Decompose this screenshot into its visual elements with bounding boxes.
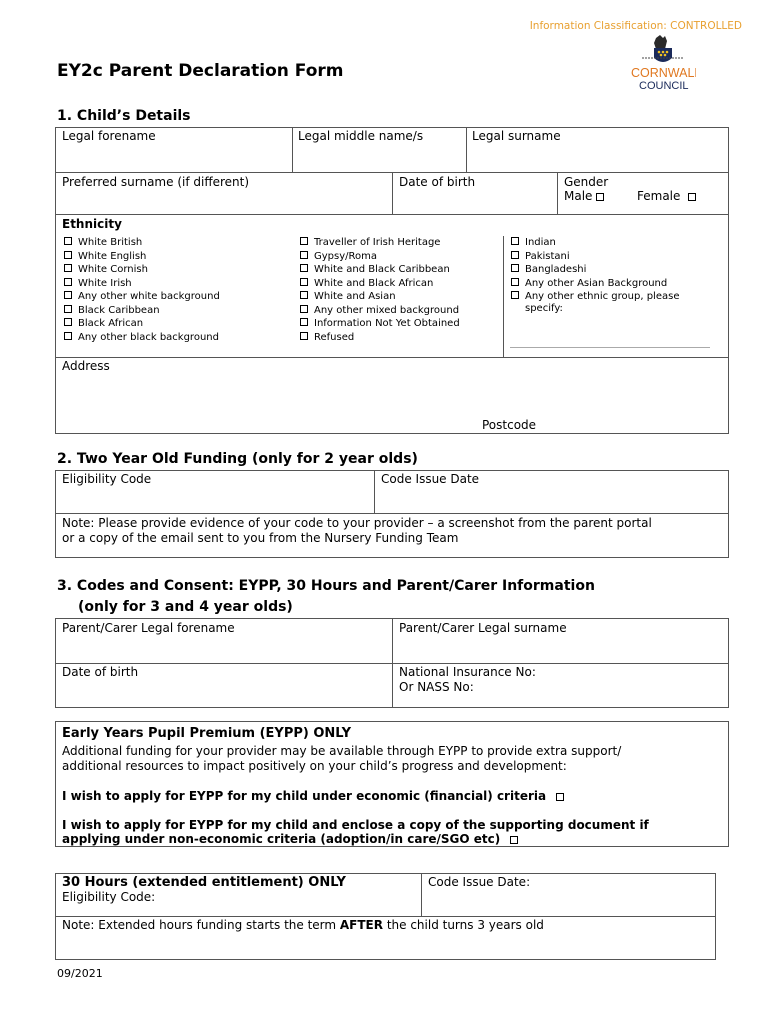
council-logo	[630, 34, 696, 92]
ethnicity-checkbox[interactable]	[300, 318, 308, 326]
postcode-field[interactable]: Postcode	[482, 418, 537, 432]
parent-forename-field[interactable]: Parent/Carer Legal forename	[62, 621, 235, 635]
parent-surname-field[interactable]: Parent/Carer Legal surname	[399, 621, 567, 635]
eypp-text-line1: Additional funding for your provider may be available through EYPP to provide extra support/	[62, 744, 622, 758]
eligibility-code-field[interactable]: Eligibility Code	[62, 472, 152, 486]
ethnicity-option[interactable]: White British	[64, 236, 220, 250]
thirty-hours-note: Note: Extended hours funding starts the term AFTER the child turns 3 years old	[62, 918, 544, 932]
ethnicity-specify-line[interactable]	[510, 347, 710, 348]
ethnicity-checkbox[interactable]	[64, 318, 72, 326]
ethnicity-checkbox[interactable]	[300, 332, 308, 340]
eypp-text-line2: additional resources to impact positively on your child’s progress and development:	[62, 759, 567, 773]
ethnicity-checkbox[interactable]	[64, 251, 72, 259]
ethnicity-checkbox[interactable]	[300, 305, 308, 313]
ethnicity-checkbox[interactable]	[511, 237, 519, 245]
ethnicity-column-3	[511, 236, 679, 304]
legal-surname-field[interactable]: Legal surname	[472, 129, 561, 143]
ethnicity-checkbox[interactable]	[64, 305, 72, 313]
ethnicity-heading: Ethnicity	[62, 217, 122, 231]
ethnicity-option[interactable]: Any other white background	[64, 290, 220, 304]
nass-number-field[interactable]: Or NASS No:	[399, 680, 474, 694]
ethnicity-checkbox[interactable]	[511, 291, 519, 299]
ethnicity-option[interactable]: White English	[64, 250, 220, 264]
ethnicity-option[interactable]: Traveller of Irish Heritage	[300, 236, 460, 250]
logo-council-text: COUNCIL	[639, 80, 689, 92]
section2-heading: 2. Two Year Old Funding (only for 2 year olds)	[57, 451, 418, 467]
ethnicity-checkbox[interactable]	[511, 278, 519, 286]
logo-cornwall-text: CORNWALL	[631, 66, 696, 80]
ethnicity-option[interactable]: White and Black African	[300, 277, 460, 291]
eypp-non-economic-option[interactable]: applying under non-economic criteria (adoption/in care/SGO etc)	[62, 832, 518, 846]
ethnicity-option[interactable]: Black Caribbean	[64, 304, 220, 318]
ethnicity-specify-label: specify:	[525, 303, 563, 314]
eypp-heading: Early Years Pupil Premium (EYPP) ONLY	[62, 726, 351, 741]
ethnicity-column-2	[300, 236, 460, 344]
ethnicity-checkbox[interactable]	[511, 264, 519, 272]
ethnicity-option[interactable]: White Irish	[64, 277, 220, 291]
ethnicity-checkbox[interactable]	[64, 332, 72, 340]
eypp-non-economic-checkbox[interactable]	[510, 836, 518, 844]
gender-label: Gender	[564, 175, 609, 189]
address-field[interactable]: Address	[62, 359, 110, 373]
national-insurance-field[interactable]: National Insurance No:	[399, 665, 536, 679]
male-checkbox[interactable]	[596, 193, 604, 201]
section3-heading-line2: (only for 3 and 4 year olds)	[78, 599, 293, 615]
ethnicity-checkbox[interactable]	[64, 237, 72, 245]
ethnicity-checkbox[interactable]	[300, 278, 308, 286]
child-date-of-birth-field[interactable]: Date of birth	[399, 175, 476, 189]
ethnicity-option[interactable]: Bangladeshi	[511, 263, 679, 277]
ethnicity-option[interactable]: Indian	[511, 236, 679, 250]
ethnicity-checkbox[interactable]	[511, 251, 519, 259]
ethnicity-column-1	[64, 236, 220, 344]
ethnicity-checkbox[interactable]	[300, 264, 308, 272]
code-issue-date-field[interactable]: Code Issue Date	[381, 472, 480, 486]
ethnicity-option[interactable]: Pakistani	[511, 250, 679, 264]
eypp-economic-option[interactable]: I wish to apply for EYPP for my child under economic (financial) criteria	[62, 789, 564, 803]
ethnicity-option[interactable]: Any other ethnic group, please	[511, 290, 679, 304]
female-checkbox[interactable]	[688, 193, 696, 201]
section3-heading-line1: 3. Codes and Consent: EYPP, 30 Hours and Parent/Carer Information	[57, 578, 595, 594]
form-title: EY2c Parent Declaration Form	[57, 61, 344, 81]
thirty-hours-eligibility-field[interactable]: Eligibility Code:	[62, 890, 156, 904]
legal-forename-field[interactable]: Legal forename	[62, 129, 156, 143]
eypp-non-economic-line1: I wish to apply for EYPP for my child and enclose a copy of the supporting document if	[62, 818, 649, 832]
ethnicity-option[interactable]: Any other mixed background	[300, 304, 460, 318]
ethnicity-checkbox[interactable]	[300, 291, 308, 299]
ethnicity-option[interactable]: Gypsy/Roma	[300, 250, 460, 264]
ethnicity-option[interactable]: Black African	[64, 317, 220, 331]
footer-date: 09/2021	[57, 967, 103, 980]
ethnicity-option[interactable]: Refused	[300, 331, 460, 345]
thirty-hours-heading: 30 Hours (extended entitlement) ONLY	[62, 875, 346, 890]
legal-middle-name-field[interactable]: Legal middle name/s	[298, 129, 424, 143]
ethnicity-option[interactable]: White and Asian	[300, 290, 460, 304]
ethnicity-option[interactable]: Any other Asian Background	[511, 277, 679, 291]
parent-date-of-birth-field[interactable]: Date of birth	[62, 665, 139, 679]
preferred-surname-field[interactable]: Preferred surname (if different)	[62, 175, 250, 189]
gender-male-option[interactable]: Male	[564, 189, 604, 203]
section1-heading: 1. Child’s Details	[57, 108, 191, 124]
ethnicity-option[interactable]: White and Black Caribbean	[300, 263, 460, 277]
ethnicity-checkbox[interactable]	[64, 264, 72, 272]
ethnicity-checkbox[interactable]	[64, 291, 72, 299]
classification-label: Information Classification: CONTROLLED	[529, 20, 742, 32]
ethnicity-option[interactable]: Any other black background	[64, 331, 220, 345]
eypp-economic-checkbox[interactable]	[556, 793, 564, 801]
ethnicity-checkbox[interactable]	[300, 251, 308, 259]
ethnicity-checkbox[interactable]	[64, 278, 72, 286]
crest-icon	[642, 35, 684, 62]
ethnicity-option[interactable]: White Cornish	[64, 263, 220, 277]
thirty-hours-issue-date-field[interactable]: Code Issue Date:	[428, 875, 531, 889]
section2-note-line2: or a copy of the email sent to you from the Nursery Funding Team	[62, 531, 459, 545]
ethnicity-option[interactable]: Information Not Yet Obtained	[300, 317, 460, 331]
gender-female-option[interactable]: Female	[637, 189, 696, 203]
ethnicity-checkbox[interactable]	[300, 237, 308, 245]
section2-note-line1: Note: Please provide evidence of your code to your provider – a screenshot from the parent portal	[62, 516, 652, 530]
